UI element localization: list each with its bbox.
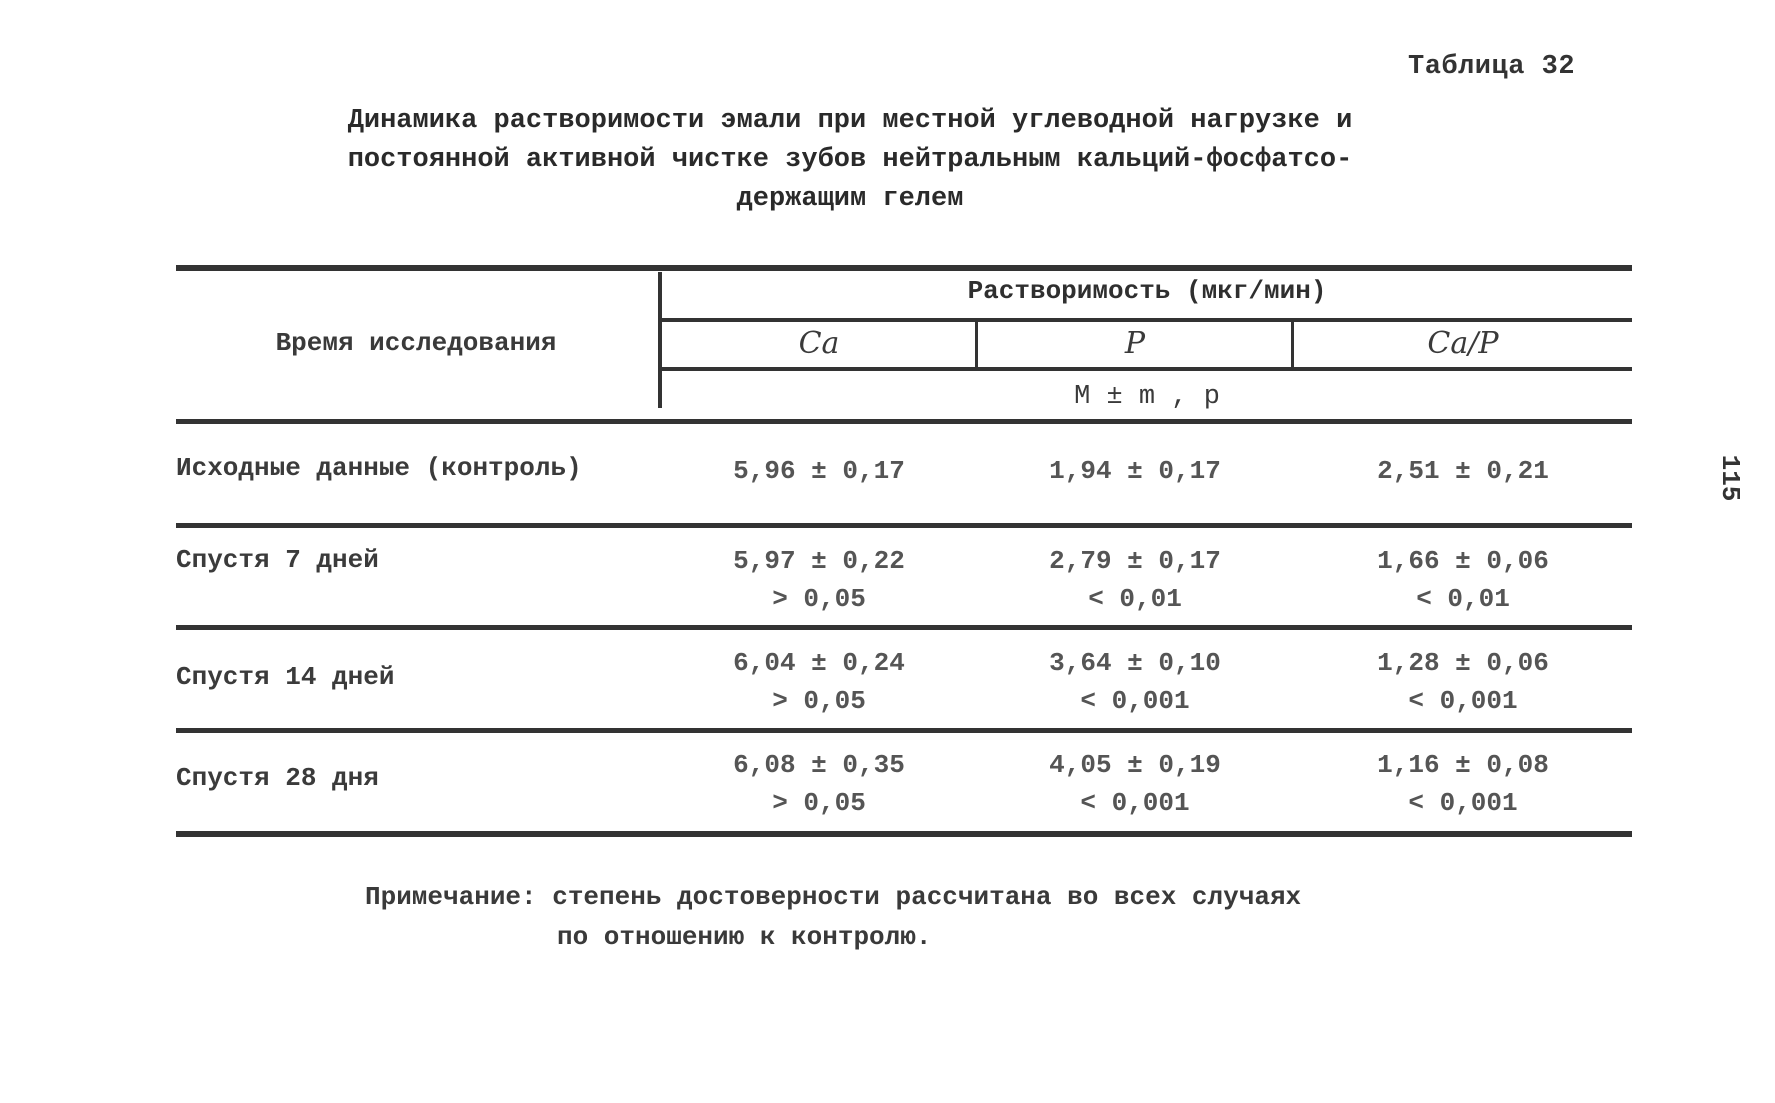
cell-ca (662, 542, 976, 618)
row-label: Исходные данные (контроль) (176, 453, 582, 483)
row-label: Спустя 14 дней (176, 662, 395, 692)
cell-value: 1,16 ± 0,08 (1377, 750, 1549, 780)
cell-p-value: > 0,05 (772, 686, 866, 716)
cell-p-value: < 0,001 (1080, 686, 1190, 716)
row-divider-rule (176, 728, 1632, 733)
cell-p-value: > 0,05 (772, 788, 866, 818)
title-line: Динамика растворимости эмали при местной углеводной нагрузке и (347, 106, 1353, 136)
cell-value: 6,08 ± 0,35 (733, 750, 905, 780)
table-note-line: Примечание: степень достоверности рассчитана во всех случаях (365, 882, 1302, 912)
table-bottom-rule (176, 831, 1632, 837)
cell-value: 1,94 ± 0,17 (1049, 456, 1221, 486)
row-label: Спустя 7 дней (176, 545, 379, 575)
header-col-p: P (1124, 326, 1146, 361)
cell-value: 5,97 ± 0,22 (733, 546, 905, 576)
cell-value: 1,28 ± 0,06 (1377, 648, 1549, 678)
cell-value: 6,04 ± 0,24 (733, 648, 905, 678)
header-col-ca-p: Ca/P (1427, 326, 1499, 361)
cell-ca-p (1294, 452, 1632, 490)
table-title (340, 102, 1360, 219)
cell-p-value: < 0,01 (1416, 584, 1510, 614)
cell-value: 2,51 ± 0,21 (1377, 456, 1549, 486)
columns-rule (660, 367, 1632, 371)
cell-ca-p (1294, 644, 1632, 720)
solubility-rule (660, 318, 1632, 322)
cell-ca (662, 452, 976, 490)
cell-value: 1,66 ± 0,06 (1377, 546, 1549, 576)
cell-value: 5,96 ± 0,17 (733, 456, 905, 486)
row-divider-rule (176, 523, 1632, 528)
header-time: Время исследования (275, 328, 557, 358)
cell-value: 3,64 ± 0,10 (1049, 648, 1221, 678)
header-bottom-rule (176, 419, 1632, 424)
title-line: держащим гелем (736, 184, 964, 214)
table-number: Таблица 32 (1408, 52, 1576, 82)
cell-ca (662, 644, 976, 720)
header-statistic: М ± m , р (1074, 382, 1220, 412)
cell-p (978, 542, 1292, 618)
table-note-line: по отношению к контролю. (557, 922, 932, 952)
cell-p-value: < 0,001 (1408, 788, 1518, 818)
cell-value: 4,05 ± 0,19 (1049, 750, 1221, 780)
header-col-ca: Ca (798, 326, 840, 361)
cell-ca (662, 746, 976, 822)
cell-p-value: < 0,001 (1080, 788, 1190, 818)
cell-p (978, 452, 1292, 490)
cell-p-value: < 0,01 (1088, 584, 1182, 614)
cell-ca-p (1294, 542, 1632, 618)
row-label: Спустя 28 дня (176, 763, 379, 793)
cell-ca-p (1294, 746, 1632, 822)
page-number: 115 (1715, 454, 1745, 502)
header-solubility: Растворимость (мкг/мин) (967, 276, 1327, 306)
table-top-rule (176, 265, 1632, 271)
row-divider-rule (176, 625, 1632, 630)
cell-p (978, 644, 1292, 720)
cell-value: 2,79 ± 0,17 (1049, 546, 1221, 576)
title-line: постоянной активной чистке зубов нейтральным кальций-фосфатсо- (347, 145, 1353, 175)
cell-p-value: < 0,001 (1408, 686, 1518, 716)
cell-p (978, 746, 1292, 822)
cell-p-value: > 0,05 (772, 584, 866, 614)
